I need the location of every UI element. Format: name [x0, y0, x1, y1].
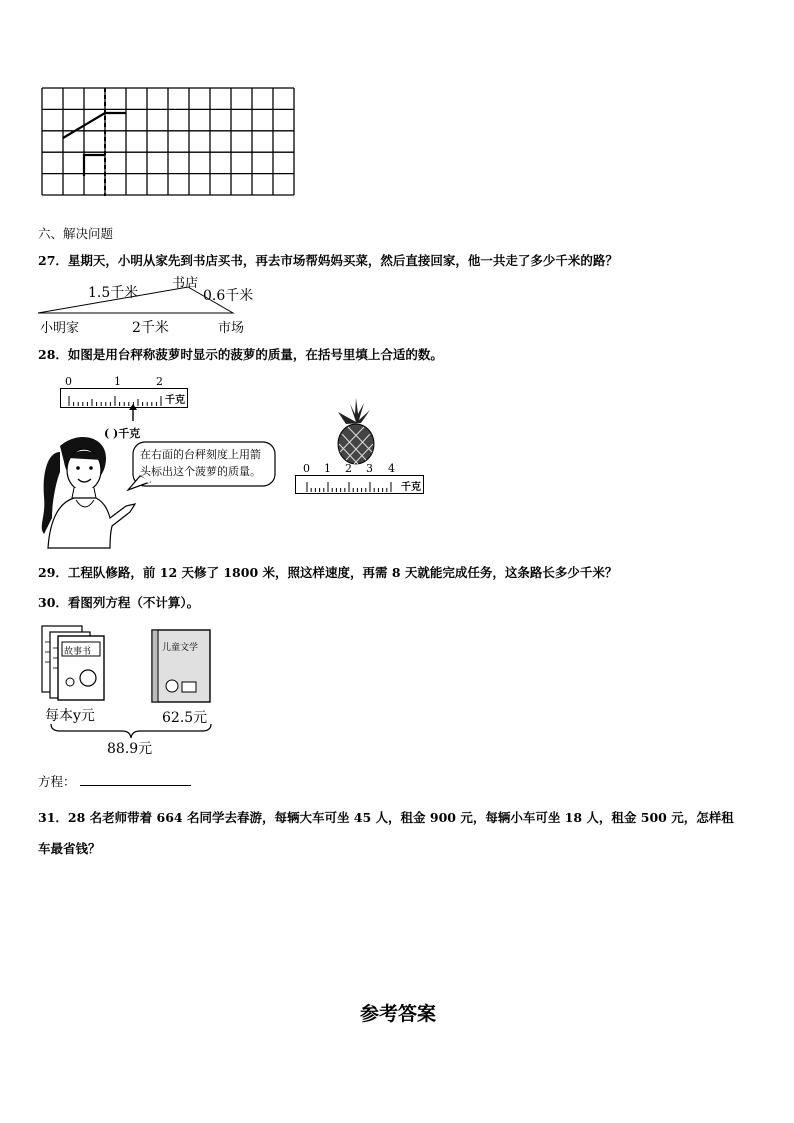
- scale-2-tick-label-3: 3: [366, 462, 373, 475]
- scale-2-ruler: [295, 475, 424, 494]
- question-27: 27．星期天，小明从家先到书店买书，再去市场帮妈妈买菜，然后直接回家，他一共走了多少千米的路？: [38, 253, 618, 268]
- scale-1-tick-label-1: 1: [114, 375, 121, 388]
- equation-answer-line[interactable]: [80, 785, 191, 786]
- scale-2[interactable]: [295, 462, 425, 494]
- scale-1: [60, 375, 188, 407]
- answer-blank[interactable]: ( )千克: [104, 427, 141, 440]
- children-book-price: 62.5元: [162, 710, 208, 726]
- bubble-text: 在右面的台秤刻度上用箭头标出这个菠萝的质量。: [140, 448, 261, 478]
- question-28: 28．如图是用台秤称菠萝时显示的菠萝的质量，在括号里填上合适的数。: [38, 347, 443, 362]
- scale-1-unit: 千克: [165, 395, 185, 406]
- scale-2-tick-label-0: 0: [303, 462, 310, 475]
- answer-section-title: 参考答案: [360, 1003, 437, 1025]
- home-label: 小明家: [40, 321, 80, 336]
- children-book-title: 儿童文学: [162, 643, 199, 653]
- grid-drawn-path: [63, 113, 126, 138]
- scale-2-unit: 千克: [401, 482, 421, 493]
- grid-drawn-path-2: [84, 155, 105, 176]
- total-price: 88.9元: [107, 741, 153, 757]
- question-31-line-1: 31．28 名老师带着 664 名同学去春游，每辆大车可坐 45 人，租金 900 元，每辆小车可坐 18 人，租金 500 元，怎样租: [38, 810, 734, 825]
- scale-1-ruler: [60, 388, 188, 408]
- scale-1-tick-label-2: 2: [156, 375, 163, 388]
- section-heading: 六、解决问题: [38, 226, 114, 241]
- scale-1-pointer-arrow-icon: [128, 404, 138, 422]
- question-31-line-2: 车最省钱？: [38, 841, 101, 856]
- scale-2-tick-label-1: 1: [324, 462, 331, 475]
- teacher-illustration: [38, 422, 141, 550]
- bookstore-market-distance: 0.6千米: [203, 288, 254, 304]
- story-book-title: 故事书: [64, 647, 92, 657]
- equation-label: 方程：: [38, 774, 76, 789]
- story-books-illustration: [40, 622, 110, 702]
- home-market-distance: 2千米: [132, 320, 169, 336]
- scale-2-tick-label-2: 2: [345, 462, 352, 475]
- home-bookstore-distance: 1.5千米: [88, 285, 139, 301]
- each-book-price: 每本y元: [45, 708, 95, 724]
- market-label: 市场: [218, 321, 245, 336]
- grid-figure: [42, 88, 310, 200]
- pineapple-icon: [330, 398, 382, 466]
- question-29: 29．工程队修路，前 12 天修了 1800 米，照这样速度，再需 8 天就能完成任务，这条路长多少千米？: [38, 565, 618, 580]
- bookstore-label: 书店: [172, 276, 199, 291]
- question-30: 30．看图列方程（不计算）。: [38, 595, 200, 610]
- scale-2-tick-label-4: 4: [388, 462, 395, 475]
- scale-1-tick-label-0: 0: [65, 375, 72, 388]
